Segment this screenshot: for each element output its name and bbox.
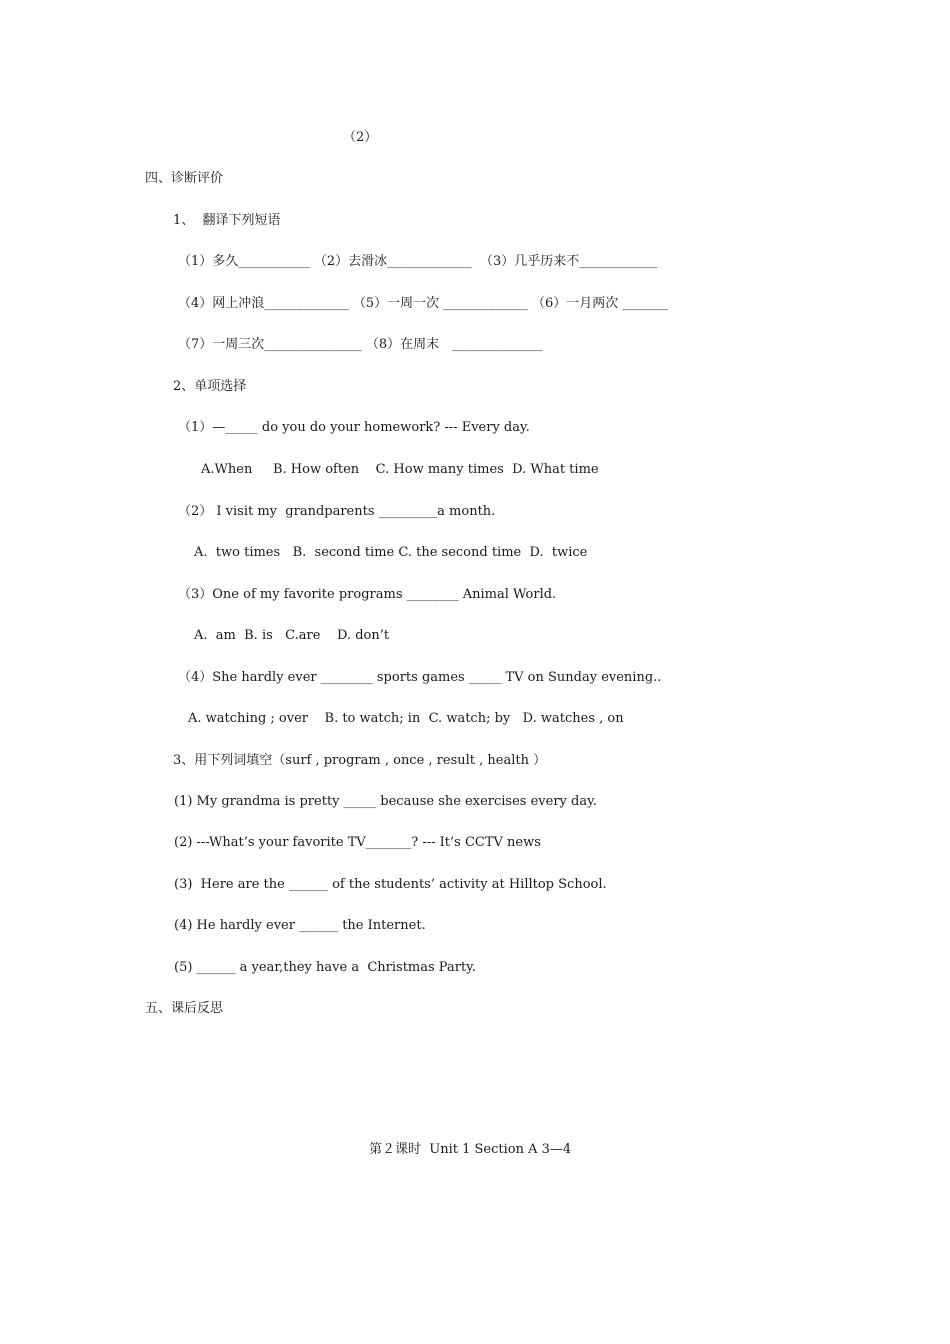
options-1: A.When B. How often C. How many times D. What time	[201, 462, 599, 477]
question-2: （2） I visit my grandparents _________a month.	[178, 504, 496, 519]
translate-row-1: （1）多久___________ （2）去滑冰_____________ （3）几乎历来不____________	[178, 254, 658, 269]
options-3: A. am B. is C.are D. don’t	[194, 628, 390, 643]
question-3: （3）One of my favorite programs ________ Animal World.	[178, 587, 557, 602]
fill-1: (1) My grandma is pretty _____ because she exercises every day.	[174, 794, 597, 809]
fill-3: (3) Here are the ______ of the students’ activity at Hilltop School.	[174, 877, 607, 892]
lesson-footer-title: 第２课时 Unit 1 Section A 3—4	[369, 1142, 572, 1157]
subheading-fill-in: 3、用下列词填空（surf , program , once , result , health ）	[173, 753, 547, 768]
fragment-number: （2）	[343, 130, 378, 145]
fill-4: (4) He hardly ever ______ the Internet.	[174, 918, 426, 933]
subheading-translate: 1、 翻译下列短语	[173, 213, 281, 228]
section-heading-reflection: 五、课后反思	[145, 1001, 224, 1016]
section-heading-diagnosis: 四、诊断评价	[145, 171, 224, 186]
fill-5: (5) ______ a year,they have a Christmas Party.	[174, 960, 476, 975]
fill-2: (2) ---What’s your favorite TV_______? --- It’s CCTV news	[174, 835, 541, 850]
translate-row-2: （4）网上冲浪_____________ （5）一周一次 _____________ （6）一月两次 _______	[178, 296, 668, 311]
question-1: （1）—_____ do you do your homework? --- Every day.	[178, 420, 530, 435]
translate-row-3: （7）一周三次_______________ （8）在周末 ______________	[178, 337, 543, 352]
subheading-choice: 2、单项选择	[173, 379, 247, 394]
options-2: A. two times B. second time C. the second time D. twice	[194, 545, 588, 560]
question-4: （4）She hardly ever ________ sports games _____ TV on Sunday evening..	[178, 670, 662, 685]
options-4: A. watching ; over B. to watch; in C. watch; by D. watches , on	[188, 711, 624, 726]
